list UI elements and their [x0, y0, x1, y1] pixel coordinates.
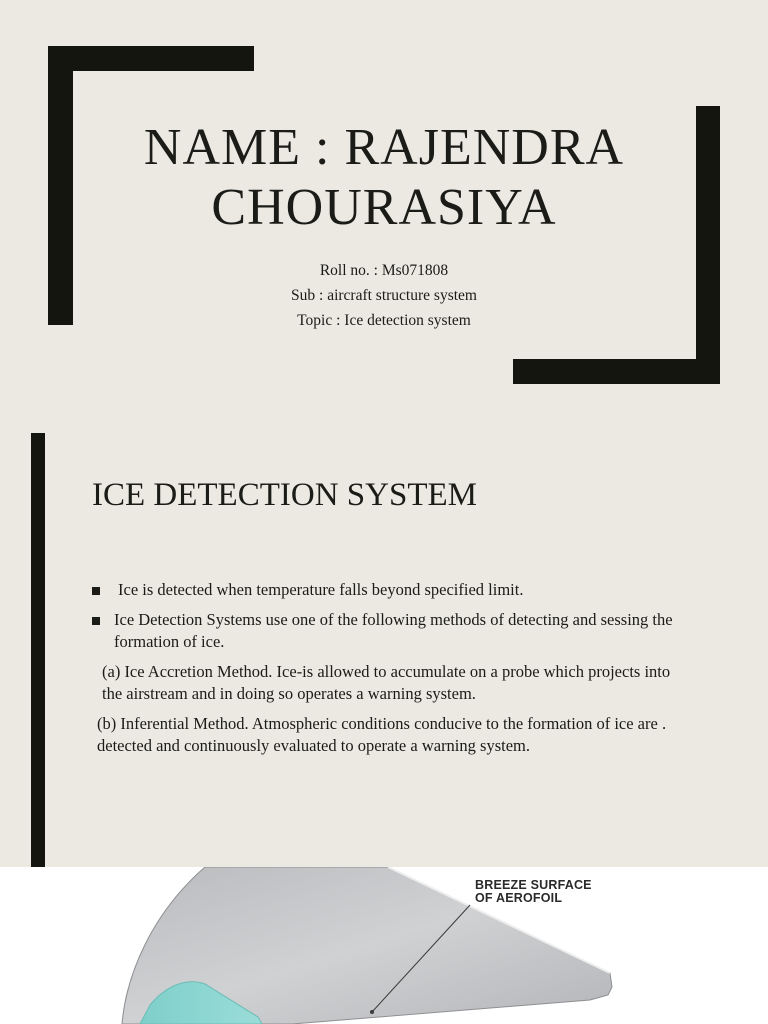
slide-subtitle-block	[90, 258, 678, 333]
bullet-text: Ice Detection Systems use one of the following methods of detecting and sessing the formation of ice.	[114, 610, 673, 651]
title-slide	[0, 0, 768, 415]
bullet-item	[92, 609, 692, 653]
slide-title	[90, 118, 678, 238]
subject: Sub : aircraft structure system	[291, 287, 477, 304]
frame-bar-top-left-horizontal	[48, 46, 254, 71]
title-line-2: CHOURASIYA	[211, 179, 557, 236]
slide-body	[92, 579, 692, 765]
diagram-label-line-2: OF AEROFOIL	[475, 891, 563, 905]
topic: Topic : Ice detection system	[297, 312, 471, 329]
square-bullet-icon	[92, 587, 100, 595]
frame-bar-bottom-right-horizontal	[513, 359, 720, 384]
title-line-1: NAME : RAJENDRA	[143, 119, 625, 176]
slide-heading: ICE DETECTION SYSTEM	[92, 477, 477, 513]
paragraph: (a) Ice Accretion Method. Ice-is allowed to accumulate on a probe which projects into the airstream and in doing so operates a warning system.	[102, 662, 671, 703]
diagram-label	[475, 879, 592, 905]
frame-bar-bottom-right-vertical	[696, 106, 720, 384]
accent-bar-left	[31, 433, 45, 867]
diagram-slide	[0, 867, 768, 1024]
square-bullet-icon	[92, 617, 100, 625]
aerofoil-diagram	[0, 867, 768, 1024]
leader-dot	[370, 1010, 374, 1014]
paragraph: (b) Inferential Method. Atmospheric conditions conducive to the formation of ice are . detected and continuously evaluated to operate a warning system.	[97, 714, 667, 755]
bullet-text: Ice is detected when temperature falls beyond specified limit.	[118, 580, 524, 599]
diagram-label-line-1: BREEZE SURFACE	[475, 878, 592, 892]
roll-number: Roll no. : Ms071808	[319, 262, 449, 279]
content-slide	[0, 415, 768, 867]
bullet-item	[92, 579, 692, 601]
frame-bar-top-left-vertical	[48, 46, 73, 325]
